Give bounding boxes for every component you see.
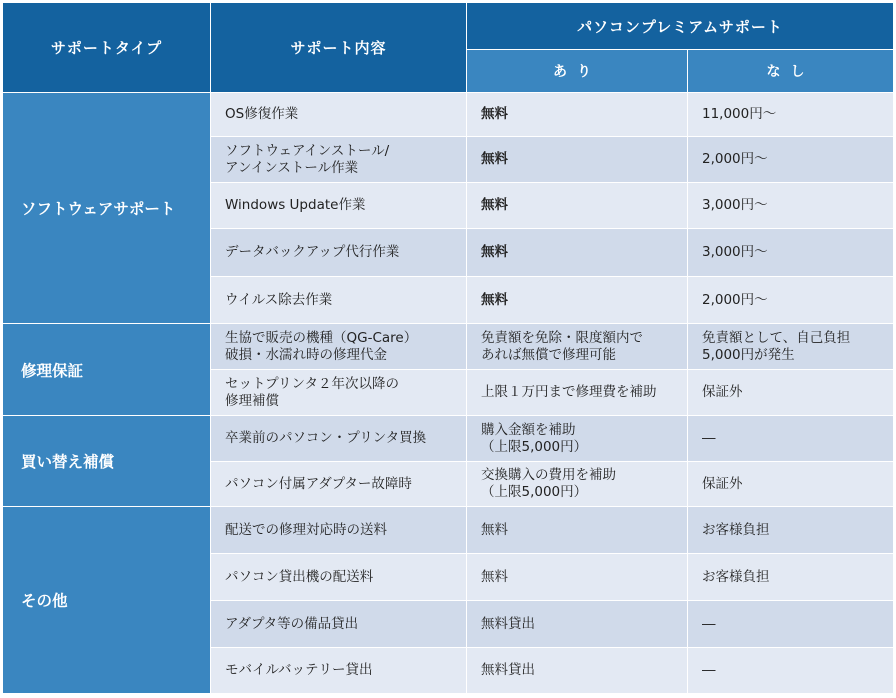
- with-premium-cell: 無料: [467, 507, 688, 554]
- header-without-premium: なし: [688, 50, 894, 93]
- support-content-cell: ソフトウェアインストール/ アンインストール作業: [211, 137, 467, 183]
- header-support-type: サポートタイプ: [3, 3, 211, 93]
- support-content-cell: データバックアップ代行作業: [211, 229, 467, 277]
- without-premium-cell: ―: [688, 601, 894, 648]
- with-premium-cell: 無料: [467, 229, 688, 277]
- table-row: [3, 324, 894, 370]
- without-premium-cell: 保証外: [688, 462, 894, 507]
- category-repair-warranty: 修理保証: [3, 324, 211, 416]
- without-premium-cell: 免責額として、自己負担 5,000円が発生: [688, 324, 894, 370]
- header-with-premium: あり: [467, 50, 688, 93]
- with-premium-cell: 無料: [467, 183, 688, 229]
- support-content-cell: 配送での修理対応時の送料: [211, 507, 467, 554]
- without-premium-cell: 2,000円〜: [688, 277, 894, 324]
- with-premium-cell: 無料貸出: [467, 648, 688, 694]
- support-content-cell: 生協で販売の機種（QG-Care） 破損・水濡れ時の修理代金: [211, 324, 467, 370]
- without-premium-cell: 2,000円〜: [688, 137, 894, 183]
- without-premium-cell: 11,000円〜: [688, 93, 894, 137]
- without-premium-cell: 3,000円〜: [688, 229, 894, 277]
- without-premium-cell: ―: [688, 648, 894, 694]
- with-premium-cell: 無料: [467, 554, 688, 601]
- without-premium-cell: お客様負担: [688, 554, 894, 601]
- without-premium-cell: ―: [688, 416, 894, 462]
- support-comparison-table: [2, 2, 894, 694]
- header-row: [3, 3, 894, 50]
- support-content-cell: モバイルバッテリー貸出: [211, 648, 467, 694]
- with-premium-cell: 無料: [467, 93, 688, 137]
- support-comparison-table-container: [2, 2, 894, 694]
- without-premium-cell: 保証外: [688, 370, 894, 416]
- with-premium-cell: 無料貸出: [467, 601, 688, 648]
- header-premium-support: パソコンプレミアムサポート: [467, 3, 894, 50]
- with-premium-cell: 購入金額を補助 （上限5,000円）: [467, 416, 688, 462]
- without-premium-cell: お客様負担: [688, 507, 894, 554]
- with-premium-cell: 無料: [467, 137, 688, 183]
- with-premium-cell: 免責額を免除・限度額内で あれば無償で修理可能: [467, 324, 688, 370]
- with-premium-cell: 交換購入の費用を補助 （上限5,000円）: [467, 462, 688, 507]
- category-replacement-compensation: 買い替え補償: [3, 416, 211, 507]
- support-content-cell: セットプリンタ２年次以降の 修理補償: [211, 370, 467, 416]
- header-support-content: サポート内容: [211, 3, 467, 93]
- support-content-cell: パソコン付属アダプター故障時: [211, 462, 467, 507]
- support-content-cell: OS修復作業: [211, 93, 467, 137]
- support-content-cell: Windows Update作業: [211, 183, 467, 229]
- support-content-cell: パソコン貸出機の配送料: [211, 554, 467, 601]
- support-content-cell: 卒業前のパソコン・プリンタ買換: [211, 416, 467, 462]
- table-row: [3, 507, 894, 554]
- table-row: [3, 416, 894, 462]
- support-content-cell: ウイルス除去作業: [211, 277, 467, 324]
- table-row: [3, 93, 894, 137]
- without-premium-cell: 3,000円〜: [688, 183, 894, 229]
- support-content-cell: アダプタ等の備品貸出: [211, 601, 467, 648]
- category-other: その他: [3, 507, 211, 694]
- with-premium-cell: 無料: [467, 277, 688, 324]
- category-software-support: ソフトウェアサポート: [3, 93, 211, 324]
- with-premium-cell: 上限１万円まで修理費を補助: [467, 370, 688, 416]
